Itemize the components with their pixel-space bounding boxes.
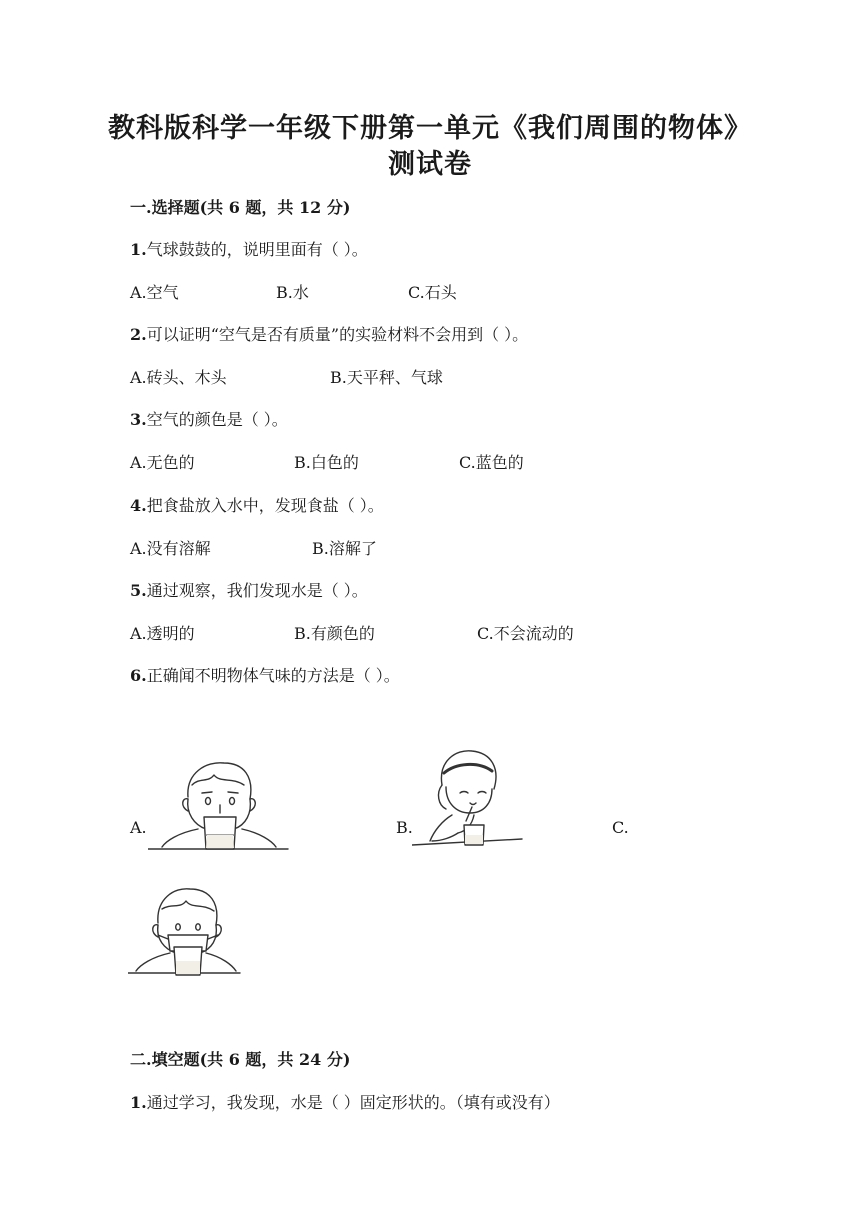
question-number: 4. — [130, 496, 147, 515]
question-4 — [130, 493, 384, 516]
option-a: A.空气 — [130, 283, 179, 302]
option-a: A. — [130, 818, 147, 837]
question-number: 1. — [130, 1093, 147, 1112]
question-text: 正确闻不明物体气味的方法是（ ）。 — [146, 666, 400, 685]
question-6 — [130, 663, 400, 686]
question-text: 通过观察，我们发现水是（ ）。 — [146, 581, 368, 600]
section-heading-choice: 一.选择题(共 6 题，共 12 分) — [130, 198, 351, 217]
girl-wafting-smell-illustration — [412, 745, 524, 851]
boy-with-mask-cup-illustration — [128, 885, 243, 983]
question-text: 通过学习，我发现，水是（ ）固定形状的。（填有或没有） — [146, 1093, 560, 1112]
option-b: B. — [396, 818, 413, 837]
question-text: 空气的颜色是（ ）。 — [146, 410, 288, 429]
option-b: B.水 — [276, 283, 309, 302]
option-c: C.石头 — [408, 283, 457, 302]
question-text: 把食盐放入水中，发现食盐（ ）。 — [146, 496, 384, 515]
option-a: A.透明的 — [130, 624, 195, 643]
page-title-line1: 教科版科学一年级下册第一单元《我们周围的物体》 — [108, 113, 752, 144]
option-c: C. — [612, 818, 629, 837]
question-3 — [130, 407, 288, 430]
question-number: 6. — [130, 666, 147, 685]
question-2 — [130, 322, 528, 345]
question-text: 气球鼓鼓的，说明里面有（ ）。 — [146, 240, 368, 259]
question-1 — [130, 237, 368, 260]
question-number: 2. — [130, 325, 147, 344]
question-text: 可以证明“空气是否有质量”的实验材料不会用到（ ）。 — [146, 325, 529, 344]
option-a: A.没有溶解 — [130, 539, 211, 558]
option-b: B.白色的 — [294, 453, 359, 472]
section-heading-fill: 二.填空题(共 6 题，共 24 分) — [130, 1050, 351, 1069]
question-number: 5. — [130, 581, 147, 600]
boy-sniffing-cup-illustration — [148, 755, 293, 861]
option-c: C.不会流动的 — [477, 624, 574, 643]
question-5 — [130, 578, 368, 601]
option-a: A.砖头、木头 — [130, 368, 227, 387]
option-c: C.蓝色的 — [459, 453, 524, 472]
option-b: B.天平秤、气球 — [330, 368, 443, 387]
question-number: 3. — [130, 410, 147, 429]
fill-question-1 — [130, 1090, 560, 1113]
option-b: B.有颜色的 — [294, 624, 375, 643]
option-b: B.溶解了 — [312, 539, 377, 558]
option-a: A.无色的 — [130, 453, 195, 472]
page-title-line2: 测试卷 — [388, 149, 472, 180]
question-number: 1. — [130, 240, 147, 259]
